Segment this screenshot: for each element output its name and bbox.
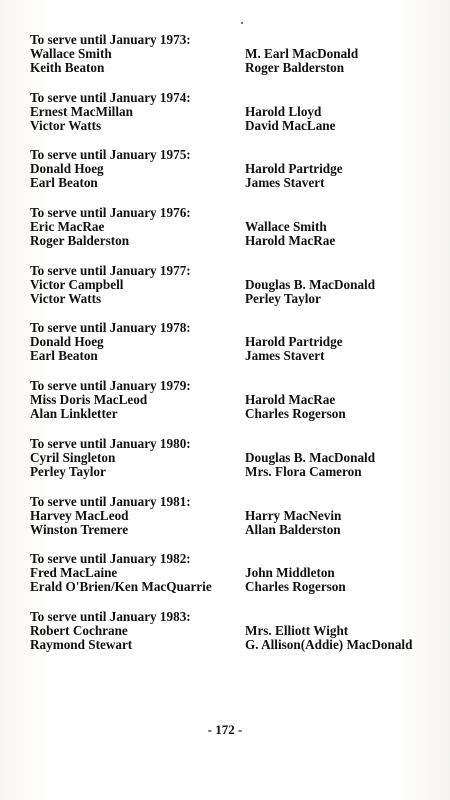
term-heading: To serve until January 1973:: [30, 32, 191, 47]
member-name-right: James Stavert: [245, 348, 325, 364]
member-row: [30, 292, 420, 306]
term-block: [30, 495, 420, 553]
member-name-left: Donald Hoeg: [30, 161, 104, 177]
term-block: [30, 148, 420, 206]
member-row: [30, 523, 420, 537]
term-heading: To serve until January 1975:: [30, 147, 191, 163]
member-row: [30, 349, 420, 363]
term-heading: To serve until January 1979:: [30, 378, 191, 394]
member-name-right: Charles Rogerson: [245, 406, 346, 422]
member-row: [30, 580, 420, 594]
term-block: [30, 437, 420, 495]
member-name-right: Mrs. Flora Cameron: [245, 463, 362, 479]
member-row: [30, 465, 420, 479]
member-name-left: Victor Campbell: [30, 276, 124, 292]
term-heading: To serve until January 1974:: [30, 89, 191, 105]
member-row: [30, 162, 420, 176]
member-name-left: Raymond Stewart: [30, 636, 133, 652]
term-block: [30, 91, 420, 149]
member-name-right: Harold MacRae: [245, 233, 336, 249]
term-block: [30, 264, 420, 322]
member-row: [30, 105, 420, 119]
member-row: [30, 220, 420, 234]
member-name-right: Wallace Smith: [245, 219, 327, 235]
member-row: [30, 451, 420, 465]
member-name-right: Charles Rogerson: [245, 579, 346, 595]
member-name-right: David MacLane: [245, 117, 336, 133]
member-row: [30, 638, 420, 652]
member-row: [30, 61, 420, 75]
member-name-left: Victor Watts: [30, 117, 102, 133]
term-heading: To serve until January 1976:: [30, 205, 191, 221]
page-number: - 172 -: [207, 722, 243, 737]
term-block: [30, 379, 420, 437]
member-name-right: Harold Partridge: [245, 161, 343, 177]
terms-list: [30, 33, 420, 668]
member-row: [30, 407, 420, 421]
member-row: [30, 624, 420, 638]
member-name-right: John Middleton: [245, 565, 335, 581]
member-name-right: Mrs. Elliott Wight: [245, 622, 349, 638]
member-name-left: Earl Beaton: [30, 175, 98, 191]
member-name-left: Donald Hoeg: [30, 334, 104, 350]
term-block: [30, 321, 420, 379]
member-name-left: Harvey MacLeod: [30, 507, 129, 523]
member-name-left: Robert Cochrane: [30, 622, 128, 638]
member-name-right: Harold Partridge: [245, 334, 343, 350]
member-name-left: Eric MacRae: [30, 219, 105, 235]
member-name-left: Miss Doris MacLeod: [30, 392, 148, 408]
member-row: [30, 393, 420, 407]
term-heading: To serve until January 1981:: [30, 493, 191, 509]
term-block: [30, 610, 420, 668]
term-block: [30, 552, 420, 610]
member-name-left: Keith Beaton: [30, 60, 105, 75]
member-name-right: Douglas B. MacDonald: [245, 449, 376, 465]
member-name-right: Harry MacNevin: [245, 507, 342, 523]
member-name-right: Harold MacRae: [245, 392, 336, 408]
member-row: [30, 119, 420, 133]
member-row: [30, 335, 420, 349]
member-name-right: Roger Balderston: [245, 60, 345, 75]
member-name-left: Roger Balderston: [30, 233, 130, 249]
term-heading: To serve until January 1982:: [30, 551, 191, 567]
member-name-right: Harold Lloyd: [245, 103, 322, 119]
member-name-left: Earl Beaton: [30, 348, 98, 364]
member-row: [30, 278, 420, 292]
member-name-right: James Stavert: [245, 175, 325, 191]
member-name-right: Perley Taylor: [245, 290, 321, 306]
member-name-left: Winston Tremere: [30, 521, 129, 537]
member-name-left: Victor Watts: [30, 290, 102, 306]
term-heading: To serve until January 1978:: [30, 320, 191, 336]
member-name-left: Erald O'Brien/Ken MacQuarrie: [30, 579, 212, 595]
member-name-left: Fred MacLaine: [30, 565, 118, 581]
member-row: [30, 234, 420, 248]
term-heading: To serve until January 1977:: [30, 262, 191, 278]
print-speck: [241, 22, 243, 24]
term-heading: To serve until January 1983:: [30, 608, 191, 624]
member-name-right: Allan Balderston: [245, 521, 341, 537]
member-name-right: M. Earl MacDonald: [245, 46, 359, 61]
member-row: [30, 176, 420, 190]
member-name-right: Douglas B. MacDonald: [245, 276, 376, 292]
member-name-left: Cyril Singleton: [30, 449, 116, 465]
term-heading: To serve until January 1980:: [30, 435, 191, 451]
member-row: [30, 566, 420, 580]
member-name-left: Alan Linkletter: [30, 406, 118, 422]
member-name-left: Wallace Smith: [30, 46, 112, 61]
member-name-right: G. Allison(Addie) MacDonald: [245, 636, 413, 652]
member-name-left: Ernest MacMillan: [30, 103, 133, 119]
term-block: [30, 33, 420, 91]
member-name-left: Perley Taylor: [30, 463, 106, 479]
member-row: [30, 509, 420, 523]
term-block: [30, 206, 420, 264]
member-row: [30, 47, 420, 61]
